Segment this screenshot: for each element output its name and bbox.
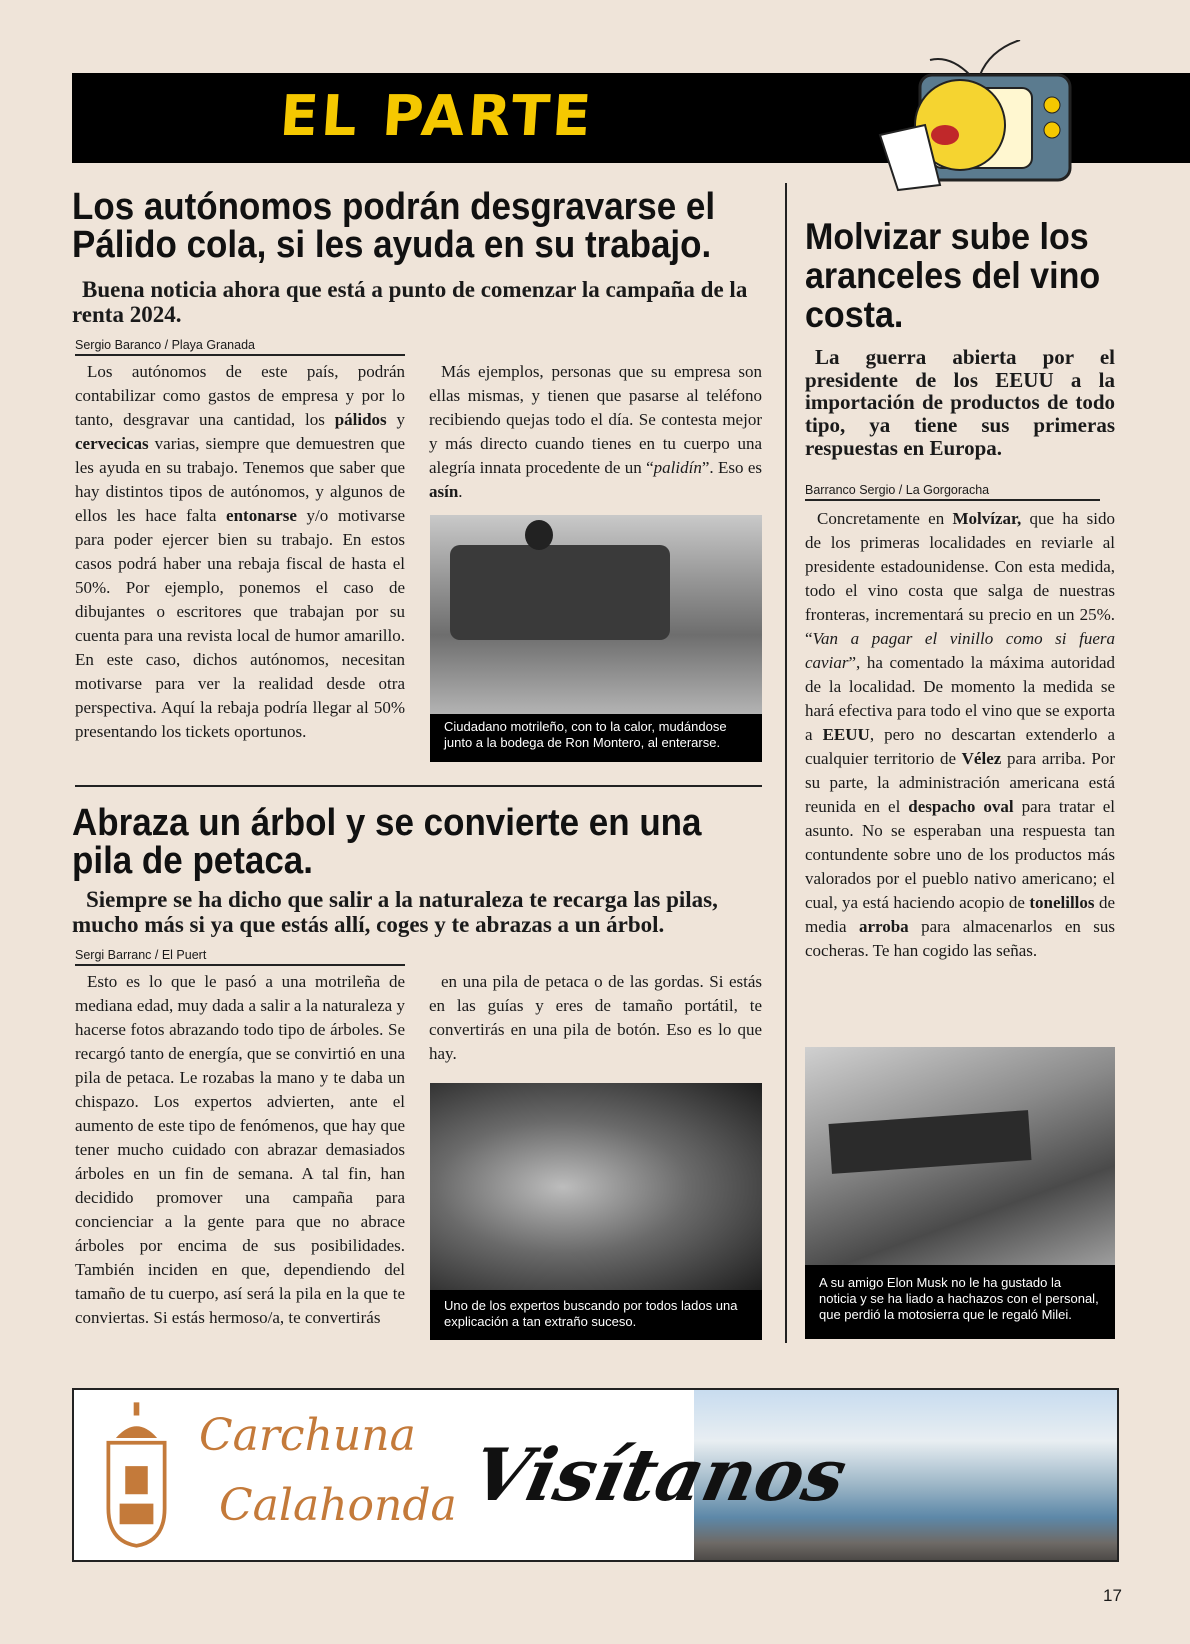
article2-subheadline: Siempre se ha dicho que salir a la naturaleza te recarga las pilas, mucho más si ya que estás allí, coges y te abrazas a un árbol.	[72, 887, 718, 937]
text: Más ejemplos, personas que su empresa son ellas mismas, y tienen que pasarse al teléfono recibiendo quejas todo el día. Se contesta mejor y más directo cuando tienes en tu cuerpo una alegría innata procedente de un “	[429, 362, 762, 477]
article-divider	[75, 785, 762, 787]
article2-photo-caption: Uno de los expertos buscando por todos lados una explicación a tan extraño suceso.	[430, 1290, 762, 1340]
banner-town-calahonda: Calahonda	[219, 1480, 457, 1531]
bold-text: Vélez	[961, 749, 1002, 768]
paragraph	[429, 360, 762, 504]
article1-byline: Sergio Baranco / Playa Granada	[75, 338, 405, 356]
bold-text: tonelillos	[1029, 893, 1095, 912]
banner-slogan: Visítanos	[464, 1432, 854, 1517]
banner-town-carchuna: Carchuna	[199, 1410, 416, 1461]
bold-text: entonarse	[226, 506, 297, 525]
text: que ha sido de los primeras localidades en reviarle al presidente estadounidense. Con esta medida, todo el vino costa que salga de nuestras fronteras, incrementará su precio en un 25%. “	[805, 509, 1115, 648]
column-divider	[785, 183, 787, 1343]
article1-headline: Los autónomos podrán desgravarse el Pálido cola, si les ayuda en su trabajo.	[72, 186, 716, 266]
article2-photo-expert	[430, 1083, 762, 1291]
text: ”, ha comentado la máxima autoridad de la localidad. De momento la medida se hará efectiva para todo el vino que se exporta a	[805, 653, 1115, 744]
text: , pero no descartan extenderlo a cualquier territorio de	[805, 725, 1115, 768]
section-title: EL PARTE	[277, 84, 597, 149]
paragraph	[75, 360, 405, 744]
article3-headline: Molvizar sube los aranceles del vino costa.	[805, 216, 1101, 335]
text: de media	[805, 893, 1115, 936]
text: Los autónomos de este país, podrán contabilizar como gastos de empresa y por lo tanto, desgravar una cantidad, los	[75, 362, 405, 429]
italic-text: Van a pagar el vinillo como si fuera caviar	[805, 629, 1115, 672]
text: para tratar el asunto. No se esperaban una respuesta tan contundente sobre uno de los productos más valorados por el pueblo nativo americano; el cual, ya está haciendo acopio de	[805, 797, 1115, 912]
bold-text: asín	[429, 482, 459, 501]
bold-text: despacho oval	[908, 797, 1014, 816]
article3-photo-crowd	[805, 1047, 1115, 1265]
text: varias, siempre que demuestren que les ayuda en su trabajo. Tenemos que saber que hay distintos tipos de autónomos, y algunos de ellos les hace falta	[75, 434, 405, 525]
text: para arriba. Por su parte, la administración americana está reunida en el	[805, 749, 1115, 816]
article3-byline: Barranco Sergio / La Gorgoracha	[805, 483, 1100, 501]
article2-column1	[75, 970, 405, 1330]
text: ”. Eso es	[701, 458, 762, 477]
bold-text: cervecicas	[75, 434, 149, 453]
article1-subheadline: Buena noticia ahora que está a punto de comenzar la campaña de la renta 2024.	[72, 277, 748, 327]
article3-subheadline: La guerra abierta por el presidente de los EEUU a la importación de productos de todo tipo, ya tiene sus primeras respuestas en Europa.	[805, 345, 1115, 460]
text: Concretamente en	[817, 509, 953, 528]
article1-photo-sofa-bike	[430, 515, 762, 715]
bold-text: pálidos	[334, 410, 387, 429]
text: y	[386, 410, 405, 429]
text: y/o motivarse para poder ejercer bien su trabajo. En estos casos podrá haber una rebaja fiscal de hasta el 50%. Por ejemplo, ponemos el caso de dibujantes o escritores que trabajan por su cuenta para una revista local de humor amarillo. En este caso, dichos autónomos, necesitan motivarse para ver la realidad desde otra perspectiva. Aquí la rebaja podría llegar al 50% presentando los tickets oportunos.	[75, 506, 405, 741]
coat-of-arms-icon	[99, 1398, 174, 1553]
text: para almacenarlos en sus cocheras. Te han cogido las señas.	[805, 917, 1115, 960]
article2-headline: Abraza un árbol y se convierte en una pila de petaca.	[72, 802, 702, 882]
article2-byline: Sergi Barranc / El Puert	[75, 948, 405, 966]
page-number: 17	[1103, 1586, 1122, 1605]
article1-photo-caption: Ciudadano motrileño, con to la calor, mudándose junto a la bodega de Ron Montero, al enterarse.	[430, 714, 762, 762]
paragraph	[805, 507, 1115, 963]
article3-photo-caption: A su amigo Elon Musk no le ha gustado la noticia y se ha liado a hachazos con el personal, que perdió la motosierra que le regaló Milei.	[805, 1265, 1115, 1339]
text: .	[458, 482, 463, 501]
bold-text: Molvízar,	[952, 509, 1022, 528]
text: en una pila de petaca o de las gordas. Si estás en las guías y eres de tamaño portátil, te convertirás en una pila de botón. Eso es lo que hay.	[429, 972, 762, 1063]
tourism-banner	[72, 1388, 1119, 1562]
text: Esto es lo que le pasó a una motrileña de mediana edad, muy dada a salir a la naturaleza y hacerse fotos abrazando todo tipo de árboles. Se recargó tanto de energía, que se convirtió en una pila de petaca. Le rozabas la mano y te daba un chispazo. Los expertos advierten, ante el aumento de este tipo de fenómenos, que hay que tener mucho cuidado con abrazar demasiados árboles en un fin de semana. A tal fin, han decidido promover una campaña para concienciar a la gente para que no abrace árboles por encima de sus posibilidades. También inciden en que, dependiendo del tamaño de tu cuerpo, así será la pila en la que te conviertas. Si estás hermoso/a, te convertirás	[75, 972, 405, 1327]
bold-text: arroba	[858, 917, 909, 936]
article1-column2	[429, 360, 762, 504]
paragraph	[75, 970, 405, 1330]
article2-column2	[429, 970, 762, 1066]
article1-column1	[75, 360, 405, 744]
article3-column	[805, 507, 1115, 963]
bold-text: EEUU	[822, 725, 870, 744]
tv-mascot-illustration	[870, 40, 1080, 200]
paragraph	[429, 970, 762, 1066]
italic-text: palidín	[653, 458, 702, 477]
